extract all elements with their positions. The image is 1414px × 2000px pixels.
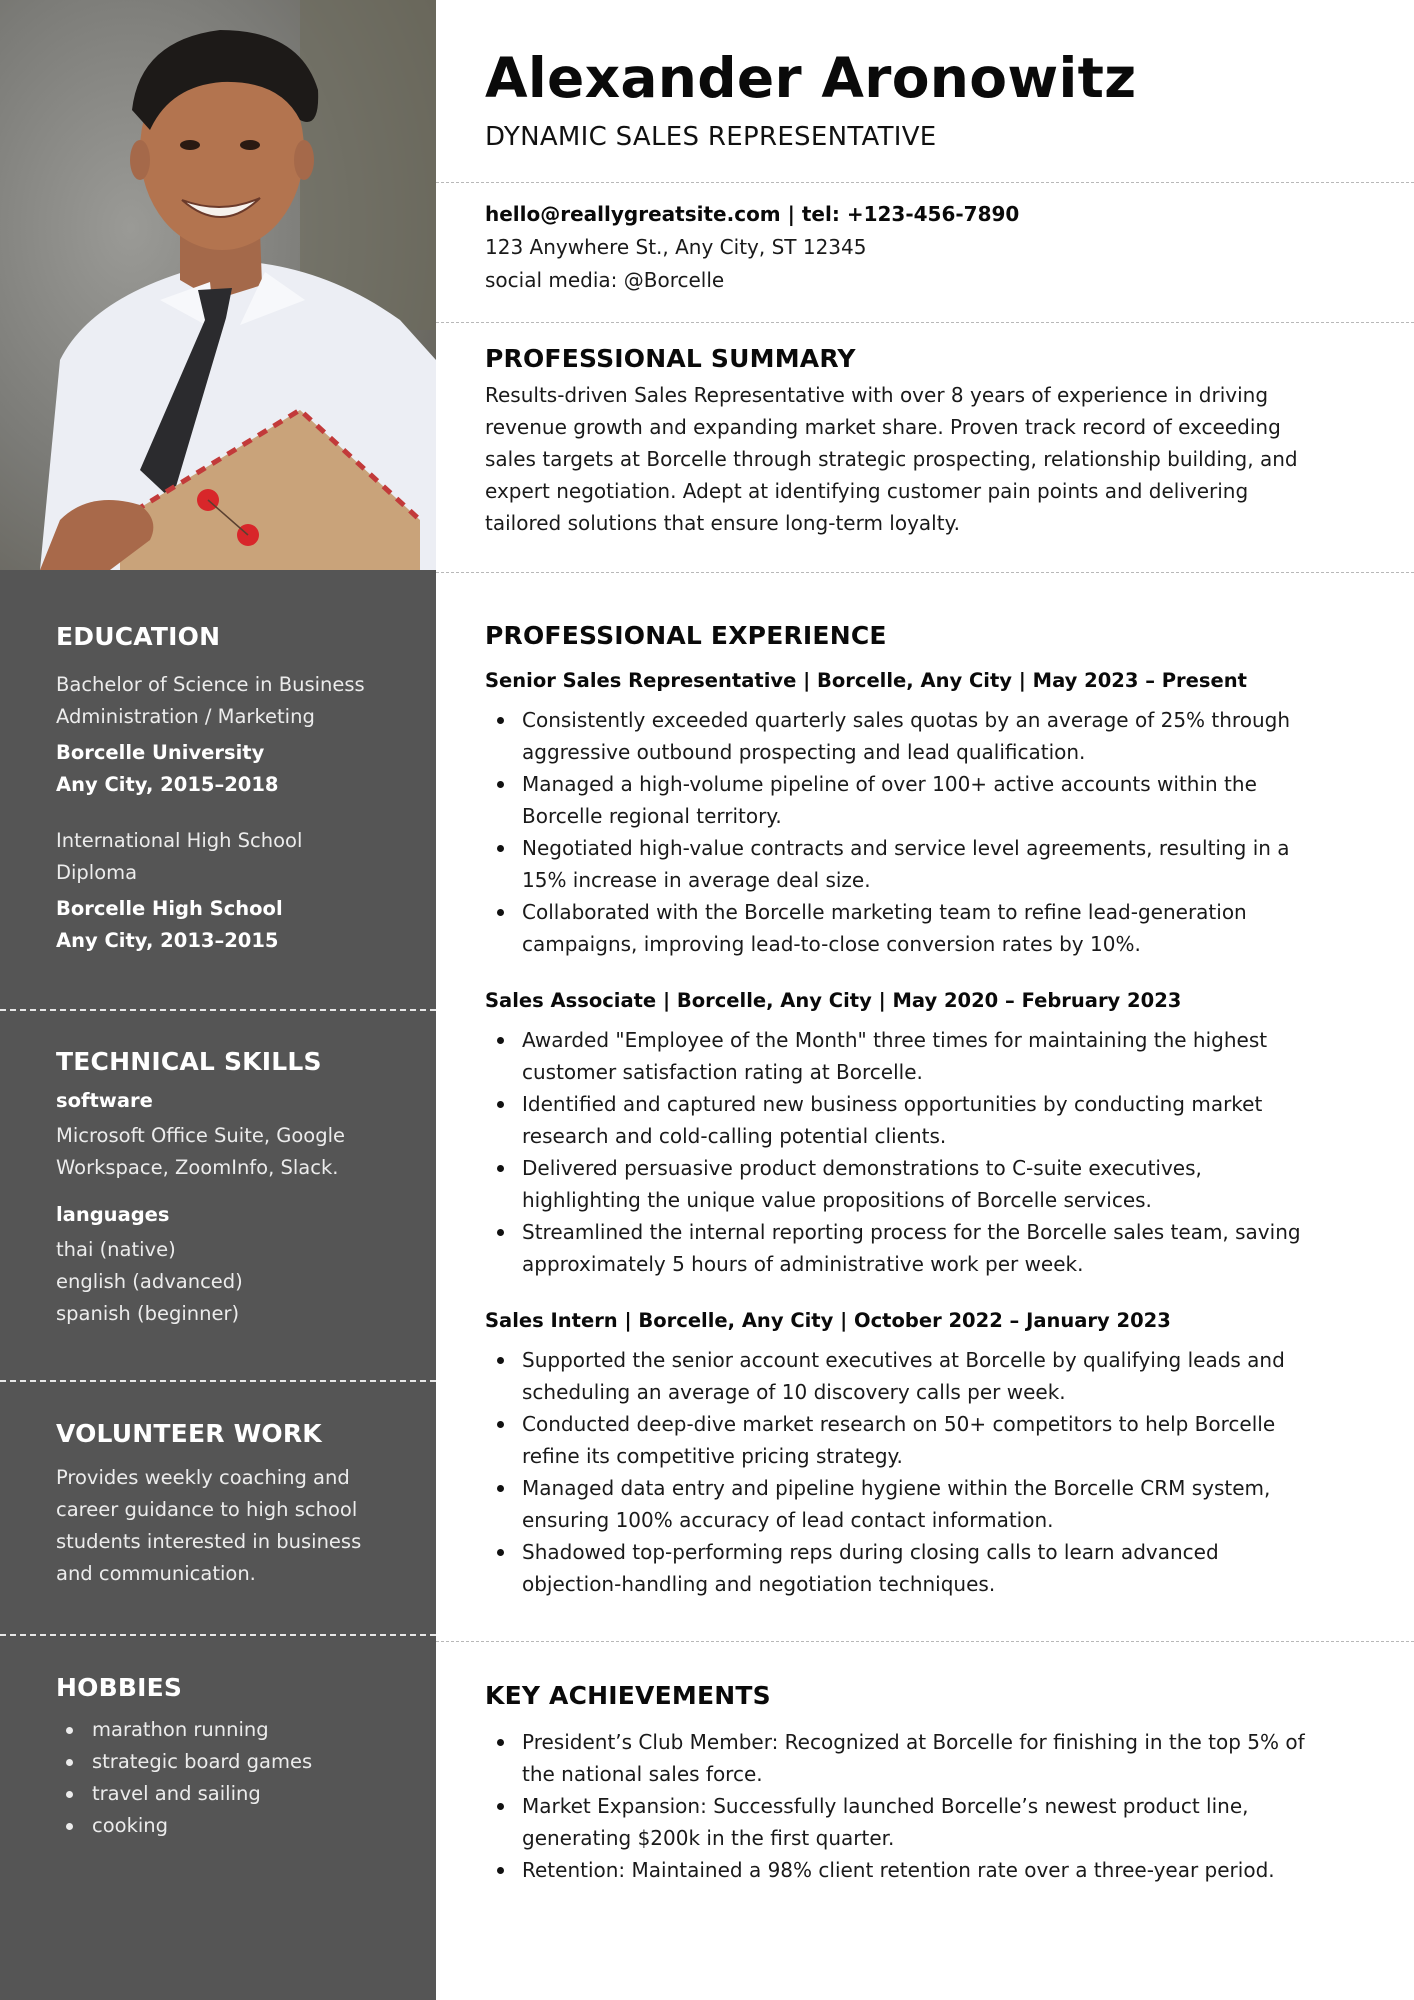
education-entry xyxy=(56,825,406,957)
experience-section xyxy=(485,620,1365,1600)
address: 123 Anywhere St., Any City, ST 12345 xyxy=(485,235,867,259)
language-item: spanish (beginner) xyxy=(56,1302,240,1325)
achievement-item: President’s Club Member: Recognized at Borcelle for finishing in the top 5% of the national sales force. xyxy=(485,1726,1365,1790)
bullet-icon xyxy=(66,1727,73,1734)
main-divider xyxy=(436,182,1414,183)
volunteer-line: Provides weekly coaching and xyxy=(56,1466,350,1489)
bullet-icon xyxy=(66,1791,73,1798)
volunteer-section xyxy=(56,1419,406,1590)
bullet-icon xyxy=(66,1823,73,1830)
hobby-label: travel and sailing xyxy=(92,1782,261,1805)
summary-line: Results-driven Sales Representative with over 8 years of experience in driving xyxy=(485,383,1269,407)
achievements-list xyxy=(485,1726,1365,1886)
achievements-heading: KEY ACHIEVEMENTS xyxy=(485,1681,771,1710)
bullet-icon xyxy=(497,1101,504,1108)
achievements-section xyxy=(485,1680,1365,1886)
bullet-icon xyxy=(497,781,504,788)
contact-section xyxy=(485,198,1365,297)
languages-label: languages xyxy=(56,1203,170,1226)
job-title: Sales Intern | Borcelle, Any City | October 2022 – January 2023 xyxy=(485,1309,1171,1332)
job-bullet: Delivered persuasive product demonstrations to C-suite executives, highlighting the unique value propositions of Borcelle services. xyxy=(485,1152,1365,1216)
summary-line: revenue growth and expanding market share. Proven track record of exceeding xyxy=(485,415,1281,439)
bullet-icon xyxy=(497,1037,504,1044)
school-name: Borcelle University xyxy=(56,741,265,764)
sidebar-divider xyxy=(0,1380,436,1382)
technical-skills-heading: TECHNICAL SKILLS xyxy=(56,1047,322,1076)
sidebar-divider xyxy=(0,1009,436,1011)
education-section xyxy=(56,622,406,957)
hobby-item xyxy=(56,1778,406,1810)
summary-text xyxy=(485,379,1365,539)
bullet-icon xyxy=(497,1867,504,1874)
main-divider xyxy=(436,1641,1414,1642)
education-heading: EDUCATION xyxy=(56,622,221,651)
bullet-icon xyxy=(497,909,504,916)
job-bullets xyxy=(485,1344,1365,1600)
bullet-icon xyxy=(497,1739,504,1746)
volunteer-line: students interested in business xyxy=(56,1530,362,1553)
social-media: social media: @Borcelle xyxy=(485,268,725,292)
bullet-icon xyxy=(497,1421,504,1428)
summary-line: tailored solutions that ensure long-term loyalty. xyxy=(485,511,960,535)
software-line: Microsoft Office Suite, Google xyxy=(56,1124,346,1147)
bullet-icon xyxy=(497,1357,504,1364)
hobby-label: marathon running xyxy=(92,1718,269,1741)
school-place-years: Any City, 2013–2015 xyxy=(56,929,279,952)
hobby-label: cooking xyxy=(92,1814,169,1837)
job-bullets xyxy=(485,704,1365,960)
summary-section xyxy=(485,343,1365,539)
job-title: Senior Sales Representative | Borcelle, Any City | May 2023 – Present xyxy=(485,669,1247,692)
summary-heading: PROFESSIONAL SUMMARY xyxy=(485,344,856,373)
degree-line: Diploma xyxy=(56,861,138,884)
language-item: english (advanced) xyxy=(56,1270,243,1293)
technical-skills-section xyxy=(56,1047,406,1330)
summary-line: expert negotiation. Adept at identifying customer pain points and delivering xyxy=(485,479,1249,503)
sidebar xyxy=(0,0,436,2000)
resume-header xyxy=(485,46,1365,152)
experience-heading: PROFESSIONAL EXPERIENCE xyxy=(485,621,887,650)
bullet-icon xyxy=(497,845,504,852)
achievement-item: Retention: Maintained a 98% client retention rate over a three-year period. xyxy=(485,1854,1365,1886)
job-entry xyxy=(485,986,1365,1280)
software-group xyxy=(56,1086,406,1184)
job-bullets xyxy=(485,1024,1365,1280)
languages-group xyxy=(56,1200,406,1330)
job-bullet: Collaborated with the Borcelle marketing team to refine lead-generation campaigns, improving lead-to-close conversion rates by 10%. xyxy=(485,896,1365,960)
degree-line: Administration / Marketing xyxy=(56,705,315,728)
main-divider xyxy=(436,572,1414,573)
main-divider xyxy=(436,322,1414,323)
job-bullet: Supported the senior account executives at Borcelle by qualifying leads and scheduling an average of 10 discovery calls per week. xyxy=(485,1344,1365,1408)
job-entry xyxy=(485,1306,1365,1600)
hobbies-heading: HOBBIES xyxy=(56,1673,183,1702)
email-phone[interactable]: hello@reallygreatsite.com | tel: +123-456-7890 xyxy=(485,202,1020,226)
language-item: thai (native) xyxy=(56,1238,176,1261)
job-bullet: Streamlined the internal reporting process for the Borcelle sales team, saving approximately 5 hours of administrative work per week. xyxy=(485,1216,1365,1280)
job-bullet: Shadowed top-performing reps during closing calls to learn advanced objection-handling and negotiation techniques. xyxy=(485,1536,1365,1600)
school-name: Borcelle High School xyxy=(56,897,283,920)
volunteer-line: career guidance to high school xyxy=(56,1498,358,1521)
education-entry xyxy=(56,669,406,801)
hobby-item xyxy=(56,1746,406,1778)
candidate-name: Alexander Aronowitz xyxy=(485,46,1137,110)
hobby-label: strategic board games xyxy=(92,1750,313,1773)
job-bullet: Consistently exceeded quarterly sales quotas by an average of 25% through aggressive outbound prospecting and lead qualification. xyxy=(485,704,1365,768)
hobbies-section xyxy=(56,1673,406,1842)
software-label: software xyxy=(56,1089,153,1112)
school-place-years: Any City, 2015–2018 xyxy=(56,773,279,796)
portrait-illustration-icon xyxy=(0,0,436,570)
hobby-item xyxy=(56,1714,406,1746)
bullet-icon xyxy=(497,1803,504,1810)
bullet-icon xyxy=(497,717,504,724)
hobby-item xyxy=(56,1810,406,1842)
degree-line: Bachelor of Science in Business xyxy=(56,673,365,696)
bullet-icon xyxy=(497,1485,504,1492)
bullet-icon xyxy=(497,1549,504,1556)
main-content xyxy=(436,0,1414,2000)
job-bullet: Awarded "Employee of the Month" three times for maintaining the highest customer satisfaction rating at Borcelle. xyxy=(485,1024,1365,1088)
software-line: Workspace, ZoomInfo, Slack. xyxy=(56,1156,339,1179)
bullet-icon xyxy=(497,1229,504,1236)
job-title: Sales Associate | Borcelle, Any City | May 2020 – February 2023 xyxy=(485,989,1182,1012)
volunteer-line: and communication. xyxy=(56,1562,256,1585)
job-bullet: Negotiated high-value contracts and service level agreements, resulting in a 15% increase in average deal size. xyxy=(485,832,1365,896)
job-entry xyxy=(485,666,1365,960)
summary-line: sales targets at Borcelle through strategic prospecting, relationship building, and xyxy=(485,447,1298,471)
sidebar-divider xyxy=(0,1634,436,1636)
job-bullet: Identified and captured new business opportunities by conducting market research and cold-calling potential clients. xyxy=(485,1088,1365,1152)
volunteer-heading: VOLUNTEER WORK xyxy=(56,1419,322,1448)
achievement-item: Market Expansion: Successfully launched Borcelle’s newest product line, generating $200k in the first quarter. xyxy=(485,1790,1365,1854)
bullet-icon xyxy=(497,1165,504,1172)
job-title-subtitle: DYNAMIC SALES REPRESENTATIVE xyxy=(485,122,937,152)
bullet-icon xyxy=(66,1759,73,1766)
job-bullet: Managed data entry and pipeline hygiene within the Borcelle CRM system, ensuring 100% accuracy of lead contact information. xyxy=(485,1472,1365,1536)
degree-line: International High School xyxy=(56,829,303,852)
profile-photo xyxy=(0,0,436,570)
job-bullet: Conducted deep-dive market research on 50+ competitors to help Borcelle refine its competitive pricing strategy. xyxy=(485,1408,1365,1472)
job-bullet: Managed a high-volume pipeline of over 100+ active accounts within the Borcelle regional territory. xyxy=(485,768,1365,832)
hobbies-list xyxy=(56,1714,406,1842)
